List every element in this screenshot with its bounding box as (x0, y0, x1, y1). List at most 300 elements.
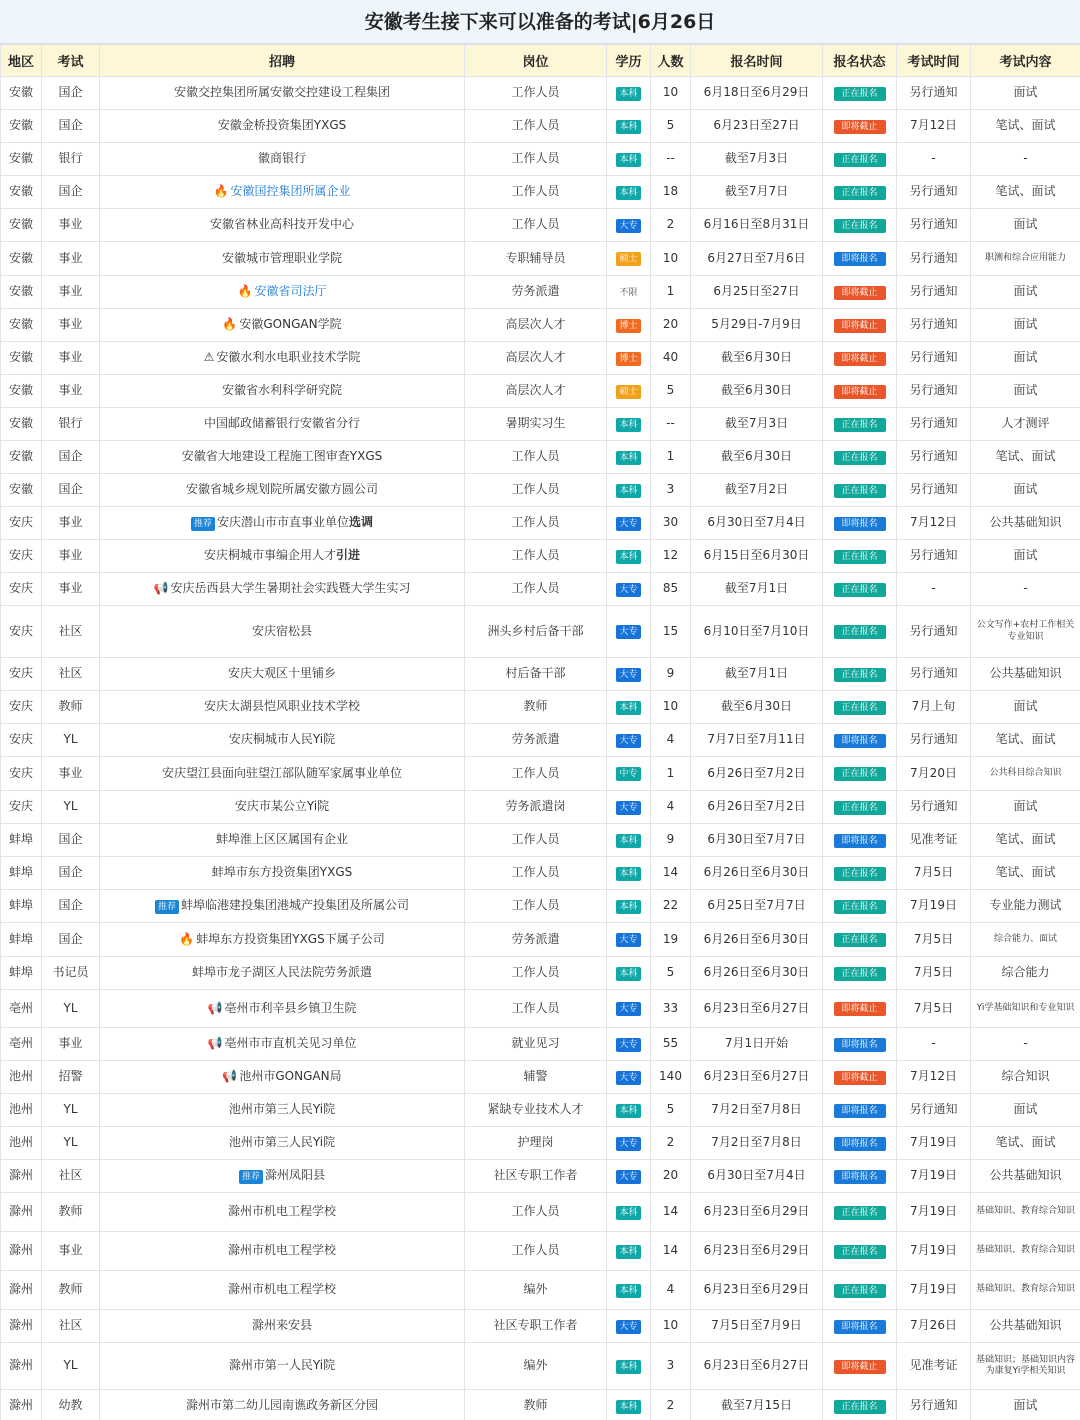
status-badge: 正在报名 (834, 668, 886, 682)
cell-status (823, 342, 897, 375)
table-row (1, 77, 1080, 110)
cell-post: 工作人员 (465, 209, 607, 242)
cell-num: 15 (651, 606, 691, 658)
cell-reg-time: 6月26日至6月30日 (691, 923, 823, 957)
cell-exam: 幼教 (42, 1390, 100, 1420)
status-badge: 正在报名 (834, 967, 886, 981)
cell-post: 护理岗 (465, 1127, 607, 1160)
org-name: 安徽省水利科学研究院 (221, 383, 342, 398)
cell-num: 40 (651, 342, 691, 375)
cell-region: 亳州 (1, 1028, 42, 1061)
edu-badge: 博士 (616, 319, 640, 333)
megaphone-icon: 📢 (207, 1000, 223, 1015)
cell-exam-time: 另行通知 (897, 474, 971, 507)
cell-status (823, 441, 897, 474)
cell-reg-time: 截至7月1日 (691, 573, 823, 606)
cell-edu (607, 757, 651, 791)
cell-content: 综合能力 (971, 957, 1080, 990)
cell-region: 滁州 (1, 1160, 42, 1193)
cell-region: 蚌埠 (1, 957, 42, 990)
cell-org (100, 441, 465, 474)
cell-reg-time: 截至6月30日 (691, 342, 823, 375)
cell-edu (607, 1094, 651, 1127)
cell-num: 9 (651, 824, 691, 857)
cell-org (100, 110, 465, 143)
cell-content: 基础知识、教育综合知识 (971, 1232, 1080, 1271)
cell-org (100, 573, 465, 606)
edu-badge: 本科 (616, 451, 640, 465)
cell-exam: 招警 (42, 1061, 100, 1094)
cell-exam-time: 另行通知 (897, 540, 971, 573)
table-row (1, 1127, 1080, 1160)
table-row (1, 724, 1080, 757)
page-title: 安徽考生接下来可以准备的考试|6月26日 (0, 0, 1080, 44)
cell-region: 滁州 (1, 1310, 42, 1343)
cell-edu (607, 1232, 651, 1271)
cell-content: 基础知识、教育综合知识 (971, 1193, 1080, 1232)
cell-exam-time: 7月19日 (897, 1160, 971, 1193)
cell-status (823, 824, 897, 857)
org-name: 蚌埠市东方投资集团YXGS (211, 865, 353, 880)
cell-region: 蚌埠 (1, 857, 42, 890)
cell-edu (607, 1127, 651, 1160)
cell-num: 12 (651, 540, 691, 573)
table-row (1, 441, 1080, 474)
cell-num: 14 (651, 1193, 691, 1232)
cell-exam: 事业 (42, 757, 100, 791)
status-badge: 正在报名 (834, 767, 886, 781)
cell-status (823, 1271, 897, 1310)
cell-num: 1 (651, 757, 691, 791)
cell-org (100, 309, 465, 342)
cell-status (823, 1343, 897, 1390)
cell-region: 滁州 (1, 1390, 42, 1420)
edu-badge: 本科 (616, 550, 640, 564)
header-region: 地区 (1, 45, 42, 77)
edu-badge: 硕士 (616, 385, 640, 399)
cell-status (823, 573, 897, 606)
cell-content: 职测和综合应用能力 (971, 242, 1080, 276)
cell-exam: 事业 (42, 1232, 100, 1271)
cell-reg-time: 6月26日至7月2日 (691, 757, 823, 791)
cell-reg-time: 6月25日至7月7日 (691, 890, 823, 923)
cell-org (100, 1390, 465, 1420)
cell-post: 紧缺专业技术人才 (465, 1094, 607, 1127)
cell-edu (607, 923, 651, 957)
cell-edu (607, 1390, 651, 1420)
edu-badge: 大专 (616, 517, 640, 531)
cell-exam: 国企 (42, 923, 100, 957)
cell-post: 工作人员 (465, 110, 607, 143)
cell-post: 工作人员 (465, 857, 607, 890)
edu-badge: 本科 (616, 1400, 640, 1414)
status-badge: 即将截止 (834, 319, 886, 333)
cell-region: 滁州 (1, 1193, 42, 1232)
status-badge: 正在报名 (834, 625, 886, 639)
edu-badge: 本科 (616, 120, 640, 134)
cell-reg-time: 6月25日至27日 (691, 276, 823, 309)
status-badge: 即将报名 (834, 834, 886, 848)
org-name: 滁州凤阳县 (265, 1167, 326, 1182)
cell-region: 安徽 (1, 242, 42, 276)
cell-edu (607, 1061, 651, 1094)
cell-exam-time: 7月19日 (897, 1127, 971, 1160)
cell-num: 4 (651, 1271, 691, 1310)
cell-post: 社区专职工作者 (465, 1310, 607, 1343)
cell-exam-time: 另行通知 (897, 276, 971, 309)
cell-reg-time: 6月23日至27日 (691, 110, 823, 143)
cell-region: 蚌埠 (1, 824, 42, 857)
cell-exam: 事业 (42, 540, 100, 573)
cell-org (100, 1127, 465, 1160)
cell-edu (607, 957, 651, 990)
edu-badge: 博士 (616, 352, 640, 366)
cell-post: 高层次人才 (465, 375, 607, 408)
cell-post: 高层次人才 (465, 309, 607, 342)
cell-num: 5 (651, 957, 691, 990)
cell-content: 面试 (971, 375, 1080, 408)
cell-num: 2 (651, 1127, 691, 1160)
org-name: 滁州市机电工程学校 (227, 1282, 336, 1297)
cell-status (823, 1193, 897, 1232)
cell-reg-time: 截至6月30日 (691, 691, 823, 724)
cell-status (823, 1061, 897, 1094)
cell-region: 池州 (1, 1127, 42, 1160)
header-post: 岗位 (465, 45, 607, 77)
fire-icon: 🔥 (222, 317, 238, 332)
status-badge: 即将报名 (834, 734, 886, 748)
table-row (1, 408, 1080, 441)
cell-exam: 教师 (42, 691, 100, 724)
cell-org (100, 1061, 465, 1094)
cell-content: 笔试、面试 (971, 857, 1080, 890)
cell-content: 笔试、面试 (971, 441, 1080, 474)
cell-exam: 事业 (42, 1028, 100, 1061)
cell-org (100, 658, 465, 691)
cell-status (823, 658, 897, 691)
cell-exam-time: 7月12日 (897, 110, 971, 143)
cell-content: 笔试、面试 (971, 724, 1080, 757)
cell-num: 20 (651, 309, 691, 342)
cell-post: 辅警 (465, 1061, 607, 1094)
cell-num: 55 (651, 1028, 691, 1061)
cell-post: 就业见习 (465, 1028, 607, 1061)
cell-region: 安徽 (1, 77, 42, 110)
cell-post: 劳务派遣岗 (465, 791, 607, 824)
cell-reg-time: 截至7月3日 (691, 143, 823, 176)
cell-num: 5 (651, 110, 691, 143)
cell-post: 工作人员 (465, 824, 607, 857)
org-name: 安庆望江县面向驻望江部队随军家属事业单位 (161, 765, 402, 780)
cell-status (823, 724, 897, 757)
cell-exam: YL (42, 990, 100, 1028)
cell-org (100, 408, 465, 441)
org-name: 滁州市机电工程学校 (227, 1243, 336, 1258)
cell-exam-time: 见准考证 (897, 824, 971, 857)
edu-badge: 本科 (616, 1284, 640, 1298)
cell-exam: 银行 (42, 408, 100, 441)
cell-edu (607, 342, 651, 375)
recommend-tag: 推荐 (239, 1170, 263, 1184)
cell-reg-time: 6月30日至7月4日 (691, 1160, 823, 1193)
org-name: 蚌埠淮上区区属国有企业 (215, 832, 348, 847)
cell-edu (607, 606, 651, 658)
cell-num: 14 (651, 857, 691, 890)
status-badge: 即将截止 (834, 1002, 886, 1016)
cell-reg-time: 7月5日至7月9日 (691, 1310, 823, 1343)
cell-reg-time: 6月23日至6月29日 (691, 1271, 823, 1310)
org-name: 滁州市第一人民Yi院 (228, 1358, 336, 1373)
table-row (1, 990, 1080, 1028)
table-row (1, 1193, 1080, 1232)
cell-num: 140 (651, 1061, 691, 1094)
cell-post: 教师 (465, 691, 607, 724)
cell-content: 面试 (971, 309, 1080, 342)
megaphone-icon: 📢 (207, 1036, 223, 1051)
cell-org (100, 209, 465, 242)
cell-num: 1 (651, 276, 691, 309)
cell-num: 3 (651, 474, 691, 507)
table-row (1, 209, 1080, 242)
edu-badge: 大专 (616, 1320, 640, 1334)
status-badge: 正在报名 (834, 451, 886, 465)
cell-exam: 社区 (42, 1160, 100, 1193)
cell-exam: 事业 (42, 242, 100, 276)
cell-exam-time: 另行通知 (897, 658, 971, 691)
cell-exam: YL (42, 1127, 100, 1160)
cell-exam-time: 7月19日 (897, 1271, 971, 1310)
status-badge: 正在报名 (834, 484, 886, 498)
cell-status (823, 957, 897, 990)
cell-org (100, 176, 465, 209)
cell-post: 工作人员 (465, 990, 607, 1028)
cell-org (100, 77, 465, 110)
cell-content: 面试 (971, 77, 1080, 110)
cell-region: 安徽 (1, 209, 42, 242)
cell-org (100, 507, 465, 540)
edu-badge: 本科 (616, 967, 640, 981)
cell-region: 安徽 (1, 342, 42, 375)
status-badge: 正在报名 (834, 867, 886, 881)
cell-exam-time: 7月19日 (897, 890, 971, 923)
table-row (1, 507, 1080, 540)
cell-reg-time: 6月16日至8月31日 (691, 209, 823, 242)
cell-reg-time: 6月18日至6月29日 (691, 77, 823, 110)
cell-org (100, 957, 465, 990)
edu-badge: 大专 (616, 1137, 640, 1151)
cell-edu (607, 507, 651, 540)
cell-status (823, 143, 897, 176)
table-row (1, 691, 1080, 724)
fire-icon: 🔥 (237, 284, 253, 299)
cell-edu (607, 1160, 651, 1193)
org-suffix: 选调 (349, 514, 374, 529)
cell-reg-time: 截至6月30日 (691, 441, 823, 474)
cell-reg-time: 截至7月2日 (691, 474, 823, 507)
cell-region: 蚌埠 (1, 890, 42, 923)
cell-edu (607, 658, 651, 691)
cell-edu (607, 408, 651, 441)
edu-badge: 中专 (616, 767, 640, 781)
table-row (1, 143, 1080, 176)
cell-region: 安徽 (1, 276, 42, 309)
cell-exam-time: 另行通知 (897, 791, 971, 824)
edu-badge: 不限 (619, 287, 638, 298)
cell-content: 公共基础知识 (971, 1160, 1080, 1193)
cell-exam: YL (42, 1343, 100, 1390)
cell-exam: 社区 (42, 658, 100, 691)
status-badge: 正在报名 (834, 933, 886, 947)
cell-num: 10 (651, 691, 691, 724)
org-name: 安庆大观区十里铺乡 (227, 666, 336, 681)
cell-num: 22 (651, 890, 691, 923)
status-badge: 正在报名 (834, 900, 886, 914)
table-row (1, 658, 1080, 691)
org-name: 安庆太湖县恺风职业技术学校 (203, 699, 360, 714)
cell-reg-time: 6月26日至7月2日 (691, 791, 823, 824)
edu-badge: 大专 (616, 1002, 640, 1016)
cell-post: 劳务派遣 (465, 923, 607, 957)
cell-edu (607, 276, 651, 309)
status-badge: 正在报名 (834, 583, 886, 597)
cell-region: 安庆 (1, 507, 42, 540)
table-row (1, 1232, 1080, 1271)
cell-exam: 社区 (42, 1310, 100, 1343)
cell-exam: 事业 (42, 573, 100, 606)
edu-badge: 本科 (616, 484, 640, 498)
header-reg-time: 报名时间 (691, 45, 823, 77)
cell-exam: 国企 (42, 441, 100, 474)
table-row (1, 1061, 1080, 1094)
cell-reg-time: 5月29日-7月9日 (691, 309, 823, 342)
cell-exam: 事业 (42, 209, 100, 242)
cell-post: 教师 (465, 1390, 607, 1420)
cell-edu (607, 857, 651, 890)
cell-post: 工作人员 (465, 507, 607, 540)
status-badge: 即将截止 (834, 120, 886, 134)
cell-org (100, 474, 465, 507)
cell-reg-time: 6月26日至6月30日 (691, 857, 823, 890)
cell-num: 33 (651, 990, 691, 1028)
cell-exam: 国企 (42, 474, 100, 507)
cell-edu (607, 573, 651, 606)
cell-region: 安庆 (1, 757, 42, 791)
table-row (1, 342, 1080, 375)
cell-exam-time: 另行通知 (897, 209, 971, 242)
status-badge: 正在报名 (834, 186, 886, 200)
cell-reg-time: 6月23日至6月27日 (691, 1343, 823, 1390)
fire-icon: 🔥 (213, 184, 229, 199)
table-row (1, 375, 1080, 408)
org-name: 池州市GONGAN局 (239, 1069, 342, 1084)
cell-exam-time: 另行通知 (897, 77, 971, 110)
cell-status (823, 375, 897, 408)
cell-exam-time: 另行通知 (897, 441, 971, 474)
org-name[interactable]: 安徽国控集团所属企业 (230, 184, 351, 199)
table-row (1, 857, 1080, 890)
cell-status (823, 990, 897, 1028)
cell-exam-time: 另行通知 (897, 242, 971, 276)
cell-num: 30 (651, 507, 691, 540)
org-name: 安徽GONGAN学院 (239, 317, 342, 332)
cell-content: 面试 (971, 540, 1080, 573)
cell-status (823, 1160, 897, 1193)
header-status: 报名状态 (823, 45, 897, 77)
org-name: 池州市第三人民Yi院 (228, 1102, 336, 1117)
cell-exam: 国企 (42, 110, 100, 143)
cell-post: 工作人员 (465, 176, 607, 209)
cell-content: 综合知识 (971, 1061, 1080, 1094)
cell-region: 安徽 (1, 176, 42, 209)
cell-exam-time: 另行通知 (897, 309, 971, 342)
org-name: 安庆岳西县大学生暑期社会实践暨大学生实习 (170, 581, 411, 596)
org-name: 中国邮政储蓄银行安徽省分行 (203, 416, 360, 431)
edu-badge: 大专 (616, 734, 640, 748)
edu-badge: 本科 (616, 1360, 640, 1374)
header-exam: 考试 (42, 45, 100, 77)
status-badge: 即将截止 (834, 352, 886, 366)
cell-content: - (971, 143, 1080, 176)
status-badge: 即将截止 (834, 1360, 886, 1374)
cell-exam: YL (42, 1094, 100, 1127)
org-name: 安庆桐城市人民Yi院 (228, 732, 336, 747)
megaphone-icon: 📢 (153, 581, 169, 596)
cell-status (823, 209, 897, 242)
cell-org (100, 890, 465, 923)
cell-edu (607, 1271, 651, 1310)
org-name: 滁州来安县 (251, 1318, 312, 1333)
cell-edu (607, 1193, 651, 1232)
cell-exam-time: 7月5日 (897, 857, 971, 890)
org-name: 徽商银行 (257, 151, 306, 166)
cell-exam: 事业 (42, 375, 100, 408)
cell-status (823, 77, 897, 110)
recommend-tag: 推荐 (191, 517, 215, 531)
cell-reg-time: 7月7日至7月11日 (691, 724, 823, 757)
cell-exam: 国企 (42, 77, 100, 110)
status-badge: 正在报名 (834, 219, 886, 233)
edu-badge: 大专 (616, 1038, 640, 1052)
cell-region: 安徽 (1, 474, 42, 507)
cell-region: 安徽 (1, 309, 42, 342)
cell-status (823, 1094, 897, 1127)
cell-content: 面试 (971, 342, 1080, 375)
cell-post: 暑期实习生 (465, 408, 607, 441)
cell-post: 编外 (465, 1271, 607, 1310)
cell-exam-time: 7月26日 (897, 1310, 971, 1343)
cell-org (100, 1160, 465, 1193)
cell-content: 面试 (971, 1390, 1080, 1420)
cell-content: 面试 (971, 1094, 1080, 1127)
cell-edu (607, 209, 651, 242)
status-badge: 即将报名 (834, 1320, 886, 1334)
cell-exam-time: - (897, 1028, 971, 1061)
cell-num: 18 (651, 176, 691, 209)
cell-num: 1 (651, 441, 691, 474)
cell-exam: 教师 (42, 1193, 100, 1232)
cell-content: - (971, 1028, 1080, 1061)
status-badge: 正在报名 (834, 87, 886, 101)
cell-status (823, 540, 897, 573)
cell-reg-time: 6月10日至7月10日 (691, 606, 823, 658)
cell-content: 基础知识、教育综合知识 (971, 1271, 1080, 1310)
cell-reg-time: 6月23日至6月29日 (691, 1193, 823, 1232)
cell-org (100, 1028, 465, 1061)
cell-exam: 教师 (42, 1271, 100, 1310)
org-name[interactable]: 安徽省司法厅 (254, 284, 327, 299)
cell-num: 3 (651, 1343, 691, 1390)
cell-org (100, 1232, 465, 1271)
